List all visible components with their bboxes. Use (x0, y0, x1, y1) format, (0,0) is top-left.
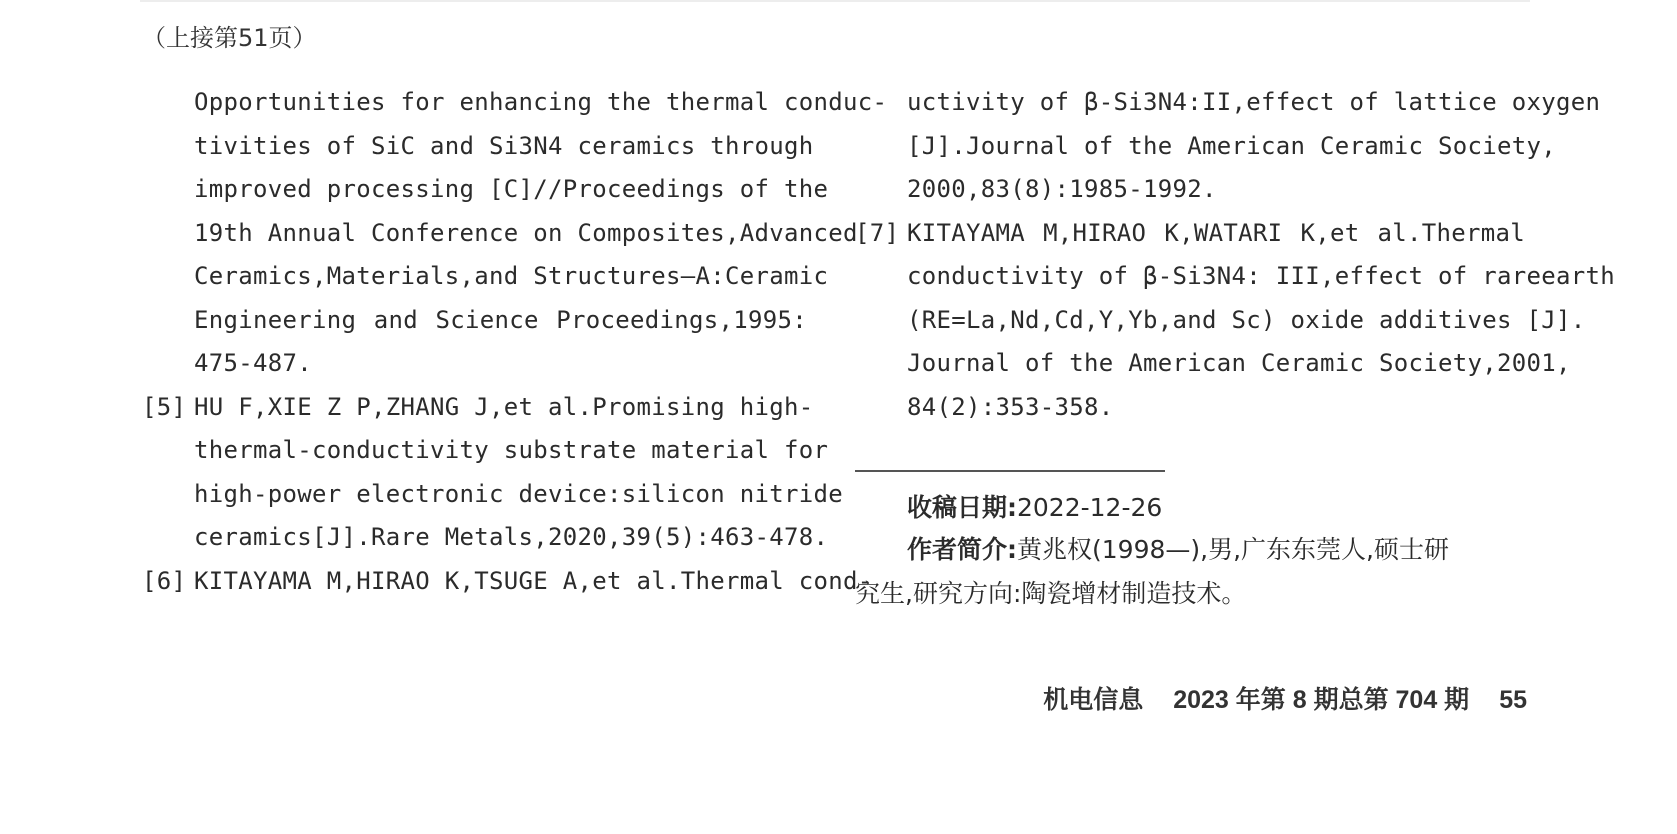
page-footer (1043, 680, 1527, 716)
reference-7 (855, 218, 1615, 422)
ref-line: 475-487. (194, 349, 312, 377)
top-rule (140, 0, 1530, 2)
ref-number: [5] (142, 392, 187, 421)
ref-line: high-power electronic device:silicon nitride (194, 479, 843, 508)
ref-line: Ceramics,Materials,and Structures—A:Ceramic (194, 262, 829, 290)
ref-line: Engineering and Science Proceedings,1995: (194, 305, 807, 334)
page-number: 55 (1499, 686, 1527, 714)
ref-number: [6] (142, 566, 187, 595)
reference-5 (142, 392, 843, 553)
received-date (855, 488, 1525, 524)
ref-line: KITAYAMA M,HIRAO K,TSUGE A,et al.Thermal cond- (194, 566, 873, 595)
reference-6-end (855, 88, 1601, 204)
left-column (142, 88, 888, 610)
ref-line: 84(2):353-358. (907, 392, 1114, 421)
ref-line: Opportunities for enhancing the thermal conduc- (194, 88, 888, 116)
ref-line: tivities of SiC and Si3N4 ceramics through (194, 131, 814, 160)
footnote-divider (855, 470, 1165, 472)
author-info-line2 (855, 574, 1525, 610)
ref-line: conductivity of β-Si3N4: III,effect of rareearth (907, 262, 1615, 290)
author-info-line1 (855, 530, 1525, 566)
author-text-1: 黄兆权(1998—),男,广东东莞人,硕士研 (1017, 535, 1449, 564)
right-column (855, 88, 1615, 436)
ref-line: thermal-conductivity substrate material for (194, 436, 829, 464)
author-label: 作者简介: (907, 535, 1017, 564)
ref-line: uctivity of β-Si3N4:II,effect of lattice oxygen (907, 88, 1601, 116)
ref-line: HU F,XIE Z P,ZHANG J,et al.Promising high- (194, 392, 814, 421)
issue-info: 2023 年第 8 期总第 704 期 (1173, 686, 1470, 714)
reference-6-start (142, 566, 873, 596)
continued-note: （上接第51页） (142, 24, 317, 52)
received-value: 2022-12-26 (1017, 493, 1163, 522)
ref-line: 19th Annual Conference on Composites,Advanced (194, 218, 858, 247)
ref-line: improved processing [C]//Proceedings of the (194, 175, 829, 203)
reference-4-tail (142, 88, 888, 378)
journal-name: 机电信息 (1043, 686, 1144, 714)
author-text-2: 究生,研究方向:陶瓷增材制造技术。 (855, 579, 1247, 608)
ref-line: KITAYAMA M,HIRAO K,WATARI K,et al.Thermal (907, 218, 1525, 247)
ref-line: [J].Journal of the American Ceramic Society, (907, 131, 1556, 160)
received-label: 收稿日期: (907, 493, 1017, 522)
ref-line: Journal of the American Ceramic Society,2001, (907, 349, 1571, 377)
ref-line: ceramics[J].Rare Metals,2020,39(5):463-478. (194, 523, 829, 551)
ref-number: [7] (855, 218, 900, 247)
ref-line: 2000,83(8):1985-1992. (907, 175, 1217, 203)
ref-line: (RE=La,Nd,Cd,Y,Yb,and Sc) oxide additives [J]. (907, 305, 1586, 334)
